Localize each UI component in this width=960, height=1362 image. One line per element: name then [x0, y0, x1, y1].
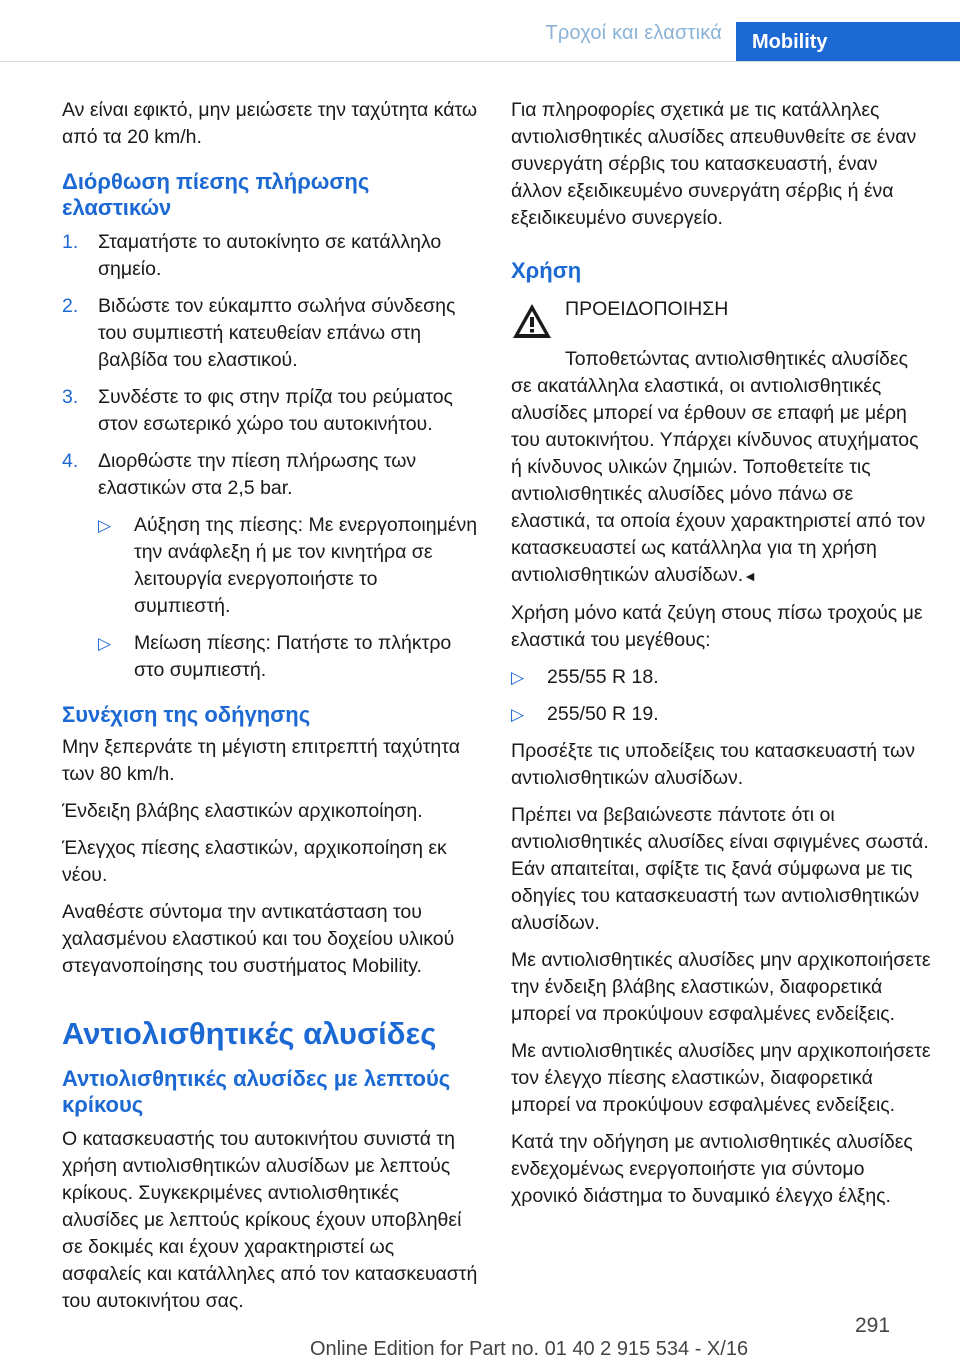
right-column — [511, 97, 931, 1220]
usage-paragraph: Με αντιολισθητικές αλυσίδες μην αρχικοποιήσετε την ένδειξη βλάβης ελαστικών, διαφορετικά μπορεί να προκύψουν εσφαλμένες ενδείξεις. — [511, 949, 931, 1025]
continue-paragraph: Αναθέστε σύντομα την αντικατάσταση του χαλασμένου ελαστικού και του δοχείου υλικού στεγανοποίησης του συστήματος Mobility. — [62, 901, 455, 977]
intro-paragraph: Αν είναι εφικτό, μην μειώσετε την ταχύτητα κάτω από τα 20 km/h. — [62, 99, 478, 148]
page-header — [0, 0, 960, 62]
step-number: 3. — [62, 386, 79, 408]
step-text: Διορθώστε την πίεση πλήρωσης των ελαστικών στα 2,5 bar. — [98, 450, 417, 499]
fine-link-paragraph: Ο κατασκευαστής του αυτοκινήτου συνιστά τη χρήση αντιολισθητικών αλυσίδων με λεπτούς κρίκους. Συγκεκριμένες αντιολισθητικές αλυσίδες με λεπτούς κρίκους έχουν υποβληθεί σε δοκιμές και έχουν χαρακτηριστεί ως ασφαλείς και κατάλληλες από τον κατασκευαστή του αυτοκινήτου σας. — [62, 1128, 478, 1312]
step-text: Σταματήστε το αυτοκίνητο σε κατάλληλο σημείο. — [98, 231, 442, 280]
substep-text: Αύξηση της πίεσης: Με ενεργοποιημένη την ανάφλεξη ή με τον κινητήρα σε λειτουργία ενεργοποιήστε το συμπιεστή. — [134, 514, 478, 617]
pressure-steps-list — [62, 229, 478, 684]
pressure-substeps-list — [98, 512, 478, 684]
substep-text: Μείωση πίεσης: Πατήστε το πλήκτρο στο συμπιεστή. — [134, 632, 452, 681]
step-text: Βιδώστε τον εύκαμπτο σωλήνα σύνδεσης του συμπιεστή κατευθείαν επάνω στη βαλβίδα του ελαστικού. — [98, 295, 456, 371]
heading-fine-link-chains: Αντιολισθητικές αλυσίδες με λεπτούς κρίκους — [62, 1066, 451, 1117]
triangle-right-icon: ▷ — [511, 705, 525, 724]
warning-text: Τοποθετώντας αντιολισθητικές αλυσίδες σε ακατάλληλα ελαστικά, οι αντιολισθητικές αλυσίδες μπορεί να έρθουν σε επαφή με μέρη του αυτοκινήτου. Υπάρχει κίνδυνος ατυχήματος ή κίνδυνος υλικών ζημιών. Τοποθετείτε τις αντιολισθητικές αλυσίδες μόνο πάνω σε ελαστικά, τα οποία έχουν χαρακτηριστεί από τον κατασκευαστεί ως κατάλληλα για τη χρήση αντιολισθητικών αλυσίδων. — [511, 348, 926, 586]
heading-snow-chains: Αντιολισθητικές αλυσίδες — [62, 1016, 437, 1051]
pairs-paragraph: Χρήση μόνο κατά ζεύγη στους πίσω τροχούς με ελαστικά του μεγέθους: — [511, 602, 923, 651]
list-item — [62, 448, 478, 684]
continue-paragraph: Έλεγχος πίεσης ελαστικών, αρχικοποίηση εκ νέου. — [62, 837, 447, 886]
usage-paragraph: Με αντιολισθητικές αλυσίδες μην αρχικοποιήσετε τον έλεγχο πίεσης ελαστικών, διαφορετικά μπορεί να προκύψουν εσφαλμένες ενδείξεις. — [511, 1040, 931, 1116]
step-number: 2. — [62, 295, 79, 317]
footer-edition: Online Edition for Part no. 01 40 2 915 534 - X/16 — [310, 1338, 749, 1360]
heading-continue-driving: Συνέχιση της οδήγησης — [62, 702, 311, 727]
header-divider — [0, 61, 960, 62]
step-number: 1. — [62, 231, 79, 253]
usage-paragraph: Πρέπει να βεβαιώνεστε πάντοτε ότι οι αντιολισθητικές αλυσίδες είναι σφιγμένες σωστά. Εάν απαιτείται, σφίξτε τις ξανά σύμφωνα με τις οδηγίες του κατασκευαστή των αντιολισθητικών αλυσίδων. — [511, 804, 929, 934]
header-chapter-tab: Mobility — [736, 22, 960, 62]
tire-sizes-list — [511, 664, 931, 728]
left-column — [62, 97, 478, 1325]
page-number: 291 — [855, 1314, 891, 1337]
warning-title: ΠΡΟΕΙΔΟΠΟΙΗΣΗ — [565, 298, 729, 320]
warning-block — [511, 296, 931, 346]
continue-paragraph: Μην ξεπερνάτε τη μέγιστη επιτρεπτή ταχύτητα των 80 km/h. — [62, 736, 460, 785]
warning-triangle-icon — [511, 302, 553, 340]
triangle-right-icon: ▷ — [511, 668, 525, 687]
triangle-right-icon: ▷ — [98, 516, 112, 535]
list-item — [62, 384, 478, 438]
step-number: 4. — [62, 450, 79, 472]
info-paragraph: Για πληροφορίες σχετικά με τις κατάλληλες αντιολισθητικές αλυσίδες απευθυνθείτε σε έναν συνεργάτη σέρβις του κατασκευαστή, έναν άλλον εξειδικευμένο συνεργάτη σέρβις ή ένα εξειδικευμένο συνεργείο. — [511, 99, 917, 229]
usage-paragraph: Κατά την οδήγηση με αντιολισθητικές αλυσίδες ενδεχομένως ενεργοποιήστε για σύντομο χρονικό διάστημα το δυναμικό έλεγχο έλξης. — [511, 1131, 913, 1207]
list-item — [98, 630, 478, 684]
end-mark-icon: ◄ — [743, 568, 757, 584]
list-item — [62, 293, 478, 374]
tire-size: 255/55 R 18. — [547, 666, 659, 688]
heading-usage: Χρήση — [511, 258, 582, 283]
continue-paragraph: Ένδειξη βλάβης ελαστικών αρχικοποίηση. — [62, 800, 423, 822]
step-text: Συνδέστε το φις στην πρίζα του ρεύματος στον εσωτερικό χώρο του αυτοκινήτου. — [98, 386, 453, 435]
warning-text-paragraph — [511, 346, 931, 590]
list-item — [511, 701, 931, 728]
header-section-title: Τροχοί και ελαστικά — [545, 22, 722, 44]
heading-pressure-correction: Διόρθωση πίεσης πλήρωσης ελαστικών — [62, 169, 370, 220]
list-item — [62, 229, 478, 283]
triangle-right-icon: ▷ — [98, 634, 112, 653]
list-item — [511, 664, 931, 691]
usage-paragraph: Προσέξτε τις υποδείξεις του κατασκευαστή των αντιολισθητικών αλυσίδων. — [511, 740, 915, 789]
list-item — [98, 512, 478, 620]
tire-size: 255/50 R 19. — [547, 703, 659, 725]
